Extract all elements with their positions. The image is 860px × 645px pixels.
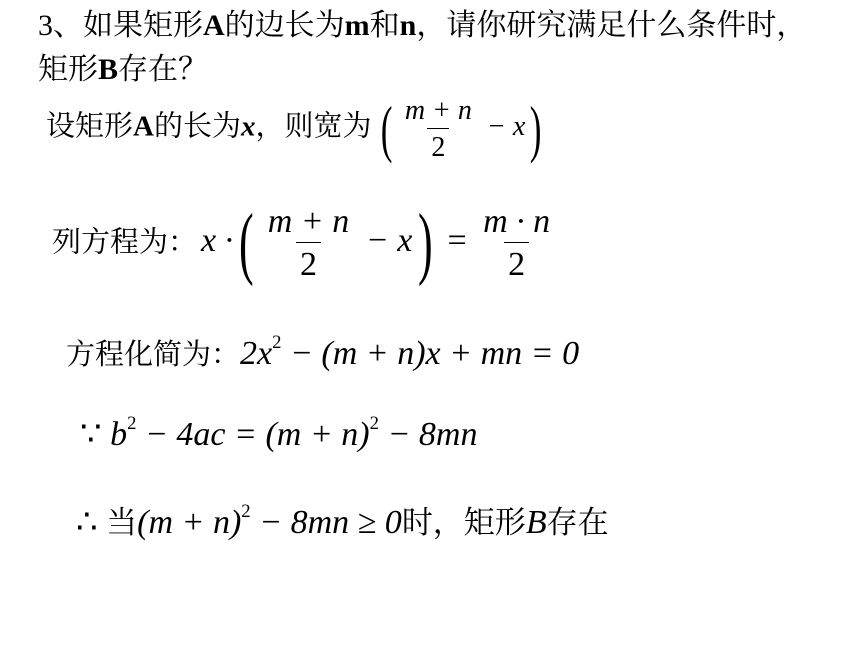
step1-text-c: ，则宽为 (255, 110, 372, 143)
width-expression (376, 93, 547, 164)
fraction-left (264, 204, 354, 282)
right-paren: ) (418, 199, 433, 287)
fraction-numerator: m + n (267, 203, 350, 241)
discriminant-expression (80, 413, 478, 453)
fraction-denominator: 2 (504, 242, 529, 283)
lhs-x: x · (201, 222, 234, 260)
equation (201, 199, 558, 287)
expr-sum: (m + n) (137, 504, 242, 541)
lhs-tail: − x (357, 222, 413, 260)
problem-text-1: 如果矩形 (83, 9, 203, 42)
conclusion-letter-b: B (525, 504, 547, 541)
equals-sign: = (438, 222, 476, 260)
step2-label: 列方程为： (52, 226, 198, 259)
fraction-numerator: m · n (483, 203, 551, 241)
conclusion-text-a: 时，矩形 (401, 505, 526, 541)
left-paren: ( (239, 199, 254, 287)
because-symbol: ∵ (80, 416, 111, 453)
step-set-variables (46, 92, 547, 166)
exponent: 2 (272, 332, 282, 354)
side-n: n (399, 9, 417, 42)
fraction-numerator: m + n (404, 95, 472, 127)
conclusion-when: 当 (106, 505, 138, 541)
step-equation (52, 198, 558, 289)
step-conclusion (76, 497, 609, 542)
exponent: 2 (241, 501, 251, 523)
problem-text-3: ，请你研究满足什么条件时，矩形 (38, 9, 807, 86)
expr-end: − 8mn (378, 416, 478, 453)
exponent: 2 (369, 413, 379, 435)
expr-b: b (110, 416, 128, 453)
expr-inequality: − 8mn ≥ 0 (250, 504, 402, 541)
step3-label: 方程化简为： (66, 339, 241, 371)
problem-and: 和 (369, 9, 400, 42)
conclusion (76, 501, 609, 541)
question-number: 3、 (38, 9, 83, 42)
expr-middle: − 4ac = (m + n) (136, 416, 370, 453)
step-simplify (66, 332, 579, 373)
rectangle-b-label: B (98, 53, 119, 86)
fraction-denominator: 2 (427, 128, 449, 162)
step1-text-b: 的长为 (153, 110, 241, 143)
step1-letter-a: A (133, 110, 154, 143)
therefore-symbol: ∴ (76, 504, 107, 541)
problem-statement (38, 4, 818, 92)
expr-2x: 2x (240, 335, 273, 372)
step-discriminant (80, 414, 477, 454)
rectangle-a-label: A (203, 9, 225, 42)
conclusion-text-b: 存在 (546, 505, 609, 541)
fraction-right (479, 204, 554, 282)
exponent: 2 (127, 413, 137, 435)
step1-var-x: x (240, 110, 256, 143)
step1-text-a: 设矩形 (46, 110, 134, 143)
problem-text-2: 的边长为 (224, 9, 345, 42)
simplified-equation (240, 332, 580, 372)
left-paren: ( (380, 93, 393, 164)
width-tail: − x (479, 111, 526, 143)
expr-rest: − (m + n)x + mn = 0 (281, 335, 580, 372)
problem-text-4: 存在？ (118, 53, 209, 86)
step1-text (46, 110, 372, 142)
fraction-denominator: 2 (296, 242, 321, 283)
fraction (401, 96, 476, 162)
right-paren: ) (530, 93, 542, 164)
side-m: m (344, 9, 370, 42)
